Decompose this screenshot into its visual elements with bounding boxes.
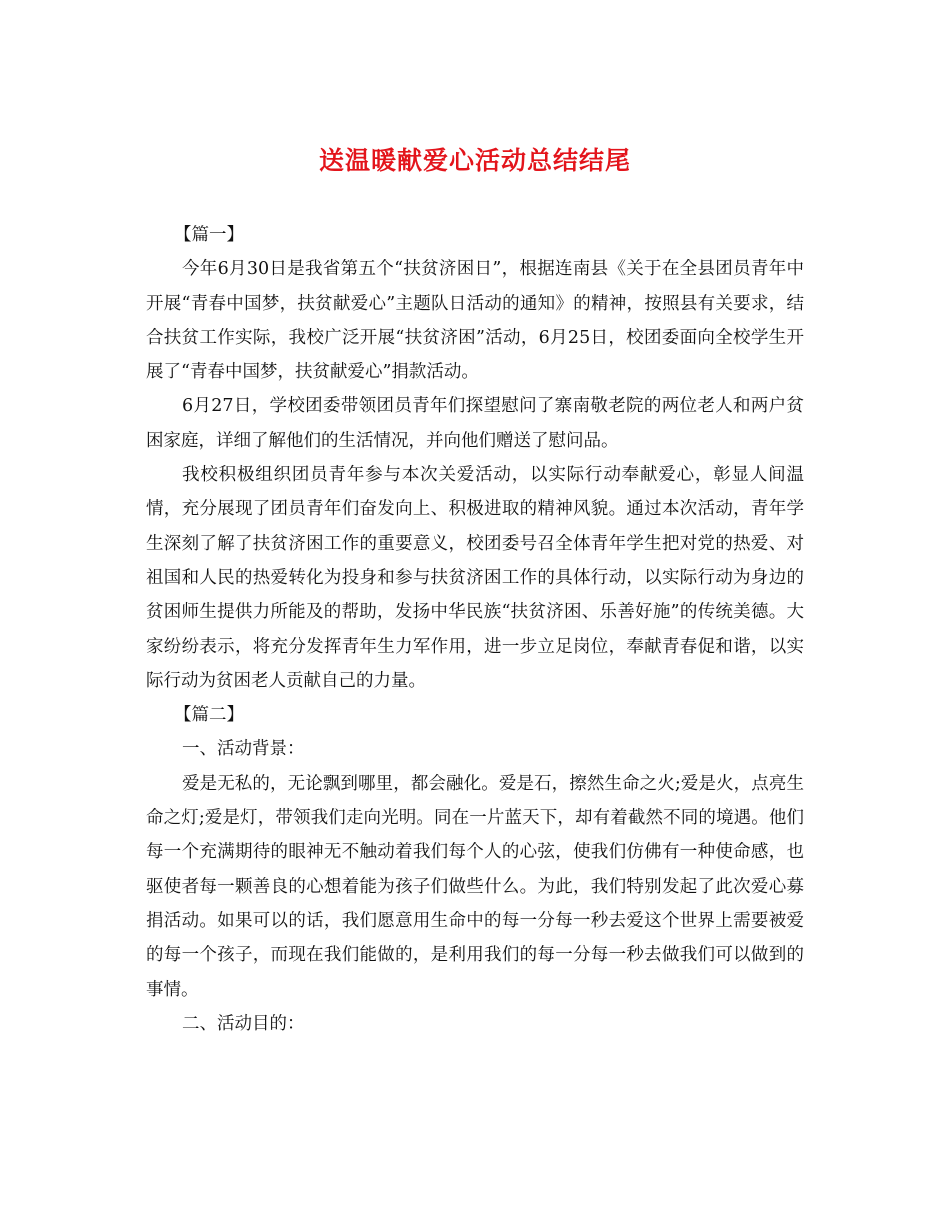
paragraph: 我校积极组织团员青年参与本次关爱活动，以实际行动奉献爱心，彰显人间温情，充分展现了团员青年们奋发向上、积极进取的精神风貌。通过本次活动，青年学生深刻了解了扶贫济困工作的重要意义，校团委号召全体青年学生把对党的热爱、对祖国和人民的热爱转化为投身和参与扶贫济困工作的具体行动，以实际行动为身边的贫困师生提供力所能及的帮助，发扬中华民族“扶贫济困、乐善好施”的传统美德。大家纷纷表示，将充分发挥青年生力军作用，进一步立足岗位，奉献青春促和谐，以实际行动为贫困老人贡献自己的力量。	[146, 465, 804, 691]
paragraph: 今年6月30日是我省第五个“扶贫济困日”，根据连南县《关于在全县团员青年中开展“青春中国梦，扶贫献爱心”主题队日活动的通知》的精神，按照县有关要求，结合扶贫工作实际，我校广泛开展“扶贫济困”活动，6月25日，校团委面向全校学生开展了“青春中国梦，扶贫献爱心”捐款活动。	[146, 259, 804, 383]
subsection-heading: 一、活动背景：	[182, 739, 305, 760]
document-title: 送温暖献爱心活动总结结尾	[318, 146, 631, 175]
section-heading-1: 【篇一】	[174, 225, 244, 245]
paragraph: 爱是无私的，无论飘到哪里，都会融化。爱是石，擦然生命之火;爱是火，点亮生命之灯;爱是灯，带领我们走向光明。同在一片蓝天下，却有着截然不同的境遇。他们每一个充满期待的眼神无不触动着我们每个人的心弦，使我们仿佛有一种使命感，也驱使者每一颗善良的心想着能为孩子们做些什么。为此，我们特别发起了此次爱心募捐活动。如果可以的话，我们愿意用生命中的每一分每一秒去爱这个世界上需要被爱的每一个孩子，而现在我们能做的，是利用我们的每一分每一秒去做我们可以做到的事情。	[146, 773, 804, 1000]
document-body	[146, 218, 804, 1041]
section-heading-2: 【篇二】	[174, 705, 244, 726]
paragraph: 6月27日，学校团委带领团员青年们探望慰问了寨南敬老院的两位老人和两户贫困家庭，详细了解他们的生活情况，并向他们赠送了慰问品。	[146, 396, 804, 451]
subsection-heading: 二、活动目的：	[182, 1013, 305, 1034]
